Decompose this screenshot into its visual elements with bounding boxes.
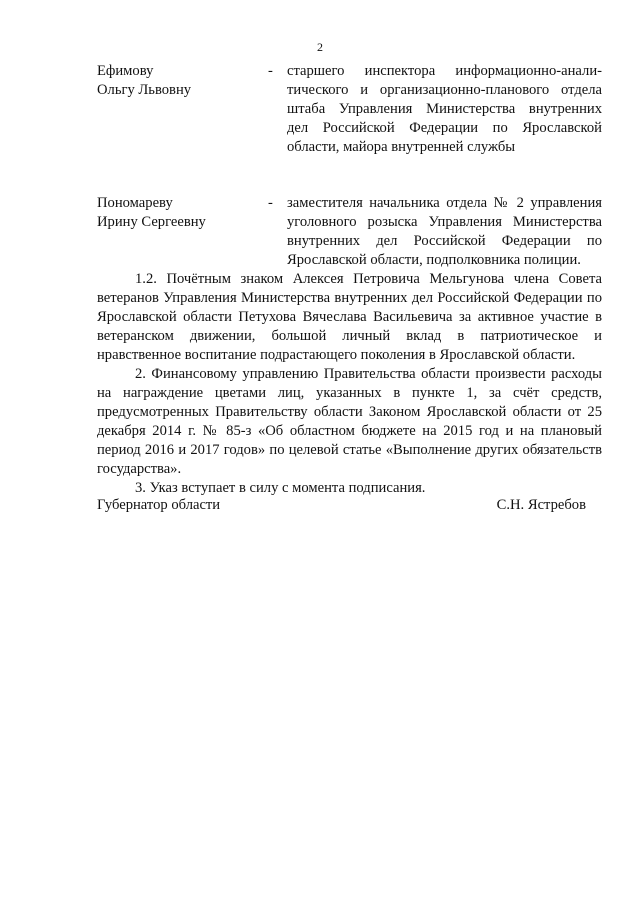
description-line: тического и организационно-планового отдела (287, 82, 602, 98)
dash: - (268, 63, 273, 79)
person-name (97, 194, 268, 232)
description-line: старшего инспектора информационно-анали- (287, 63, 602, 79)
person-description (287, 62, 602, 157)
description-line: заместителя начальника отдела № 2 управления (287, 195, 602, 211)
page-number: 2 (317, 40, 323, 54)
description-line: уголовного розыска Управления Министерства (287, 214, 602, 230)
signatory-name: С.Н. Ястребов (496, 497, 586, 513)
description-line: области, майора внутренней службы (287, 139, 516, 155)
person-given-names: Ирину Сергеевну (97, 214, 206, 230)
paragraph-3: 3. Указ вступает в силу с момента подписания. (135, 480, 426, 496)
description-line: Ярославской области, подполковника полиции. (287, 252, 581, 268)
paragraph-1-2: 1.2. Почётным знаком Алексея Петровича Мельгунова члена Совета ветеранов Управления Министерства внутренних дел Российской Федерации по Ярославской области Петухова Вячеслава Васильевича за активное участие в ветеранском движении, большой личный вклад в патриотическое и нравственное воспитание подрастающего поколения в Ярославской области. (97, 271, 602, 363)
spacer (97, 157, 602, 194)
paragraph-2: 2. Финансовому управлению Правительства области произвести расходы на награждение цветами лиц, указанных в пункте 1, за счёт средств, предусмотренных Правительству области Законом Ярославской области от 25 декабря 2014 г. № 85-з «Об областном бюджете на 2015 год и на плановый период 2016 и 2017 годов» по целевой статье «Выполнение других обязательств государства». (97, 366, 602, 477)
document-body (97, 62, 602, 498)
person-surname: Ефимову (97, 63, 154, 79)
description-line: внутренних дел Российской Федерации по (287, 233, 602, 249)
person-given-names: Ольгу Львовну (97, 82, 192, 98)
person-description (287, 194, 602, 270)
dash: - (268, 195, 273, 211)
person-surname: Пономареву (97, 195, 173, 211)
person-entry-ponomareva (97, 194, 602, 270)
description-line: дел Российской Федерации по Ярославской (287, 120, 602, 136)
person-entry-efimova (97, 62, 602, 157)
person-name (97, 62, 268, 100)
signature-block (97, 496, 586, 515)
description-line: штаба Управления Министерства внутренних (287, 101, 602, 117)
signatory-title: Губернатор области (97, 497, 221, 513)
